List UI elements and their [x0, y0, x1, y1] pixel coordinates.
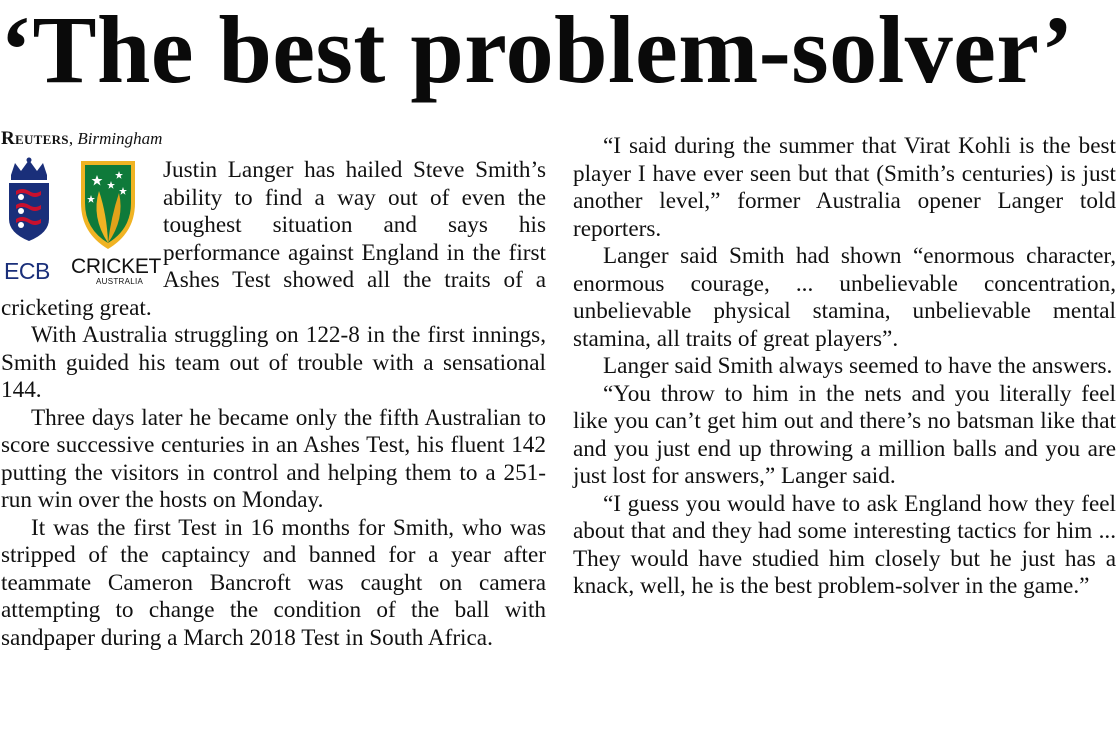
ecb-logo-text: ECB [4, 258, 50, 284]
right-column [573, 133, 1116, 601]
paragraph: Langer said Smith always seemed to have the answers. [603, 353, 1113, 379]
paragraph: It was the first Test in 16 months for Smith, who was stripped of the captaincy and banned for a year after teammate Cameron Bancroft was caught on camera attempting to change the condition of the ball with sandpaper during a March 2018 Test in South Africa. [1, 514, 546, 651]
byline-place: Birmingham [77, 129, 163, 148]
logos [1, 157, 162, 289]
headline: ‘The best problem-solver’ [0, 0, 1074, 103]
cricket-australia-logo-text: CRICKET [71, 255, 162, 278]
paragraph: “I guess you would have to ask England how they feel about that and they had some interesting tactics for him ... They would have studied him closely but he just has a knack, well, he is the best problem-solver in the game.” [573, 490, 1116, 599]
paragraph: “You throw to him in the nets and you literally feel like you can’t get him out and there’s no batsman like that and you just end up throwing a million balls and you are just lost for answers,” Langer said. [573, 380, 1116, 489]
byline: Reuters, Birmingham [1, 128, 163, 149]
paragraph: With Australia struggling on 122-8 in the first innings, Smith guided his team out of trouble with a sensational 144. [1, 322, 546, 403]
cricket-australia-logo-subtext: AUSTRALIA [96, 277, 144, 286]
paragraph: Three days later he became only the fifth Australian to score successive centuries in an Ashes Test, his fluent 142 putting the visitors in control and helping them to a 251-run win over the hosts on Monday. [1, 404, 546, 513]
paragraph: “I said during the summer that Virat Kohli is the best player I have ever seen but that (Smith’s centuries) is just another level,” former Australia opener Langer told reporters. [573, 133, 1116, 242]
paragraph: Justin Langer has hailed Steve Smith’s ability to find a way out of even the toughest situation and says his performance against England in the first Ashes Test showed all the traits of a cricketing great. [1, 157, 546, 321]
cricket-australia-logo-icon [77, 157, 139, 252]
left-column [1, 126, 546, 652]
byline-agency: Reuters [1, 128, 69, 149]
paragraph: Langer said Smith had shown “enormous character, enormous courage, ... unbelievable concentration, unbelievable physical stamina, unbelievable mental stamina, all traits of great players”. [573, 243, 1116, 352]
